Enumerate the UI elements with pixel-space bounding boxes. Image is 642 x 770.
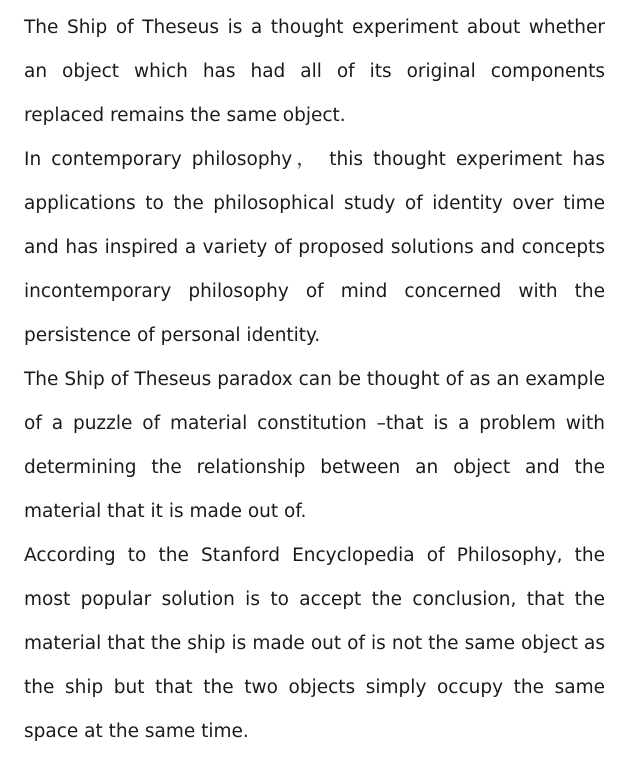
paragraph-3: The Ship of Theseus paradox can be thought of as an example of a puzzle of material constitution –that is a problem with determining the relationship between an object and the material that it is made out of. bbox=[24, 369, 605, 522]
paragraph-4: According to the Stanford Encyclopedia of Philosophy, the most popular solution is to accept the conclusion, that the material that the ship is made out of is not the same object as the ship but that the two objects simply occupy the same space at the same time. bbox=[24, 545, 605, 742]
paragraph-2: In contemporary philosophy， this thought experiment has applications to the philosophical study of identity over time and has inspired a variety of proposed solutions and concepts incontemporary philosophy of mind concerned with the persistence of personal identity. bbox=[24, 149, 605, 346]
paragraph-1: The Ship of Theseus is a thought experiment about whether an object which has had all of its original components replaced remains the same object. bbox=[24, 17, 605, 126]
